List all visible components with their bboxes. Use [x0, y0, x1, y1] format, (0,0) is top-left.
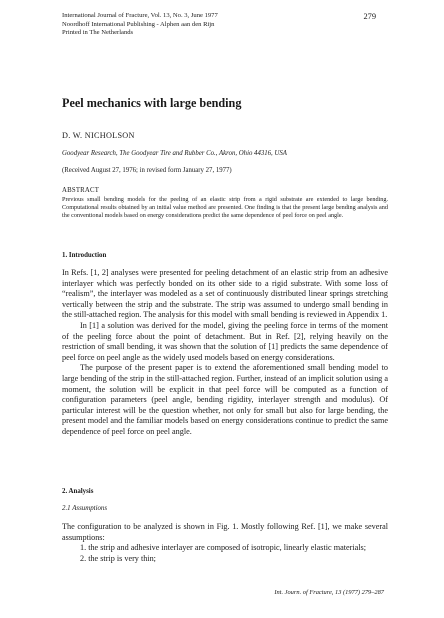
journal-header: [62, 12, 218, 38]
article-title: Peel mechanics with large bending: [62, 96, 242, 110]
analysis-body: [62, 522, 388, 564]
footer-citation: Int. Journ. of Fracture, 13 (1977) 279–287: [274, 589, 384, 596]
section-heading-analysis: 2. Analysis: [62, 488, 94, 495]
subsection-heading-assumptions: 2.1 Assumptions: [62, 505, 108, 512]
printed-line: Printed in The Netherlands: [62, 29, 134, 37]
abstract-text: Previous small bending models for the peeling of an elastic strip from a rigid substrate are extended to large bending. Computational results obtained by an initial value method are presented. One finding is that the present large bending analysis and the conventional models based on energy considerations predict the same dependence of peel force on peel angle.: [62, 196, 388, 220]
assumption-item: 2. the strip is very thin;: [80, 553, 156, 563]
abstract-heading: ABSTRACT: [62, 187, 100, 194]
publisher-line: Noordhoff International Publishing - Alphen aan den Rijn: [62, 20, 215, 28]
paragraph: The configuration to be analyzed is shown in Fig. 1. Mostly following Ref. [1], we make several assumptions:: [62, 522, 388, 542]
paragraph: In Refs. [1, 2] analyses were presented for peeling detachment of an elastic strip from an adhesive interlayer which was perfectly bonded on its other side to a rigid substrate. With some loss of “realism”, the interlayer was modeled as a set of continuously distributed linear springs stretching vertically between the strip and the substrate. The strip was assumed to undergo small bending in the still-attached region. The analysis for this model with small bending is reviewed in Appendix 1.: [62, 268, 388, 320]
received-dates: (Received August 27, 1976; in revised form January 27, 1977): [62, 167, 232, 174]
assumption-item: 1. the strip and adhesive interlayer are composed of isotropic, linearly elastic materials;: [80, 543, 367, 553]
paragraph: In [1] a solution was derived for the model, giving the peeling force in terms of the moment of the peeling force about the point of detachment. But in Ref. [2], relying heavily on the restriction of small bending, it was shown that the solution of [1] predicts the same dependence of peel force on peel angle as the widely used models based on energy considerations.: [62, 320, 388, 362]
journal-line: International Journal of Fracture, Vol. 13, No. 3, June 1977: [62, 12, 218, 19]
paragraph: The purpose of the present paper is to extend the aforementioned small bending model to large bending of the strip in the still-attached region. Further, instead of an implicit solution using a moment, the solution will be explicit in that peel force will be computed as a function of configuration parameters (peel angle, bending rigidity, interlayer strength and modulus). Of particular interest will be the question whether, not only for small but also for large bending, the present model and the familiar models based on energy considerations continue to predict the same dependence of peel force on peel angle.: [62, 363, 388, 436]
author-affiliation: Goodyear Research, The Goodyear Tire and Rubber Co., Akron, Ohio 44316, USA: [62, 150, 287, 157]
author-name: D. W. NICHOLSON: [62, 131, 135, 140]
page-number: 279: [363, 12, 376, 21]
introduction-body: [62, 268, 388, 438]
section-heading-introduction: 1. Introduction: [62, 252, 107, 259]
